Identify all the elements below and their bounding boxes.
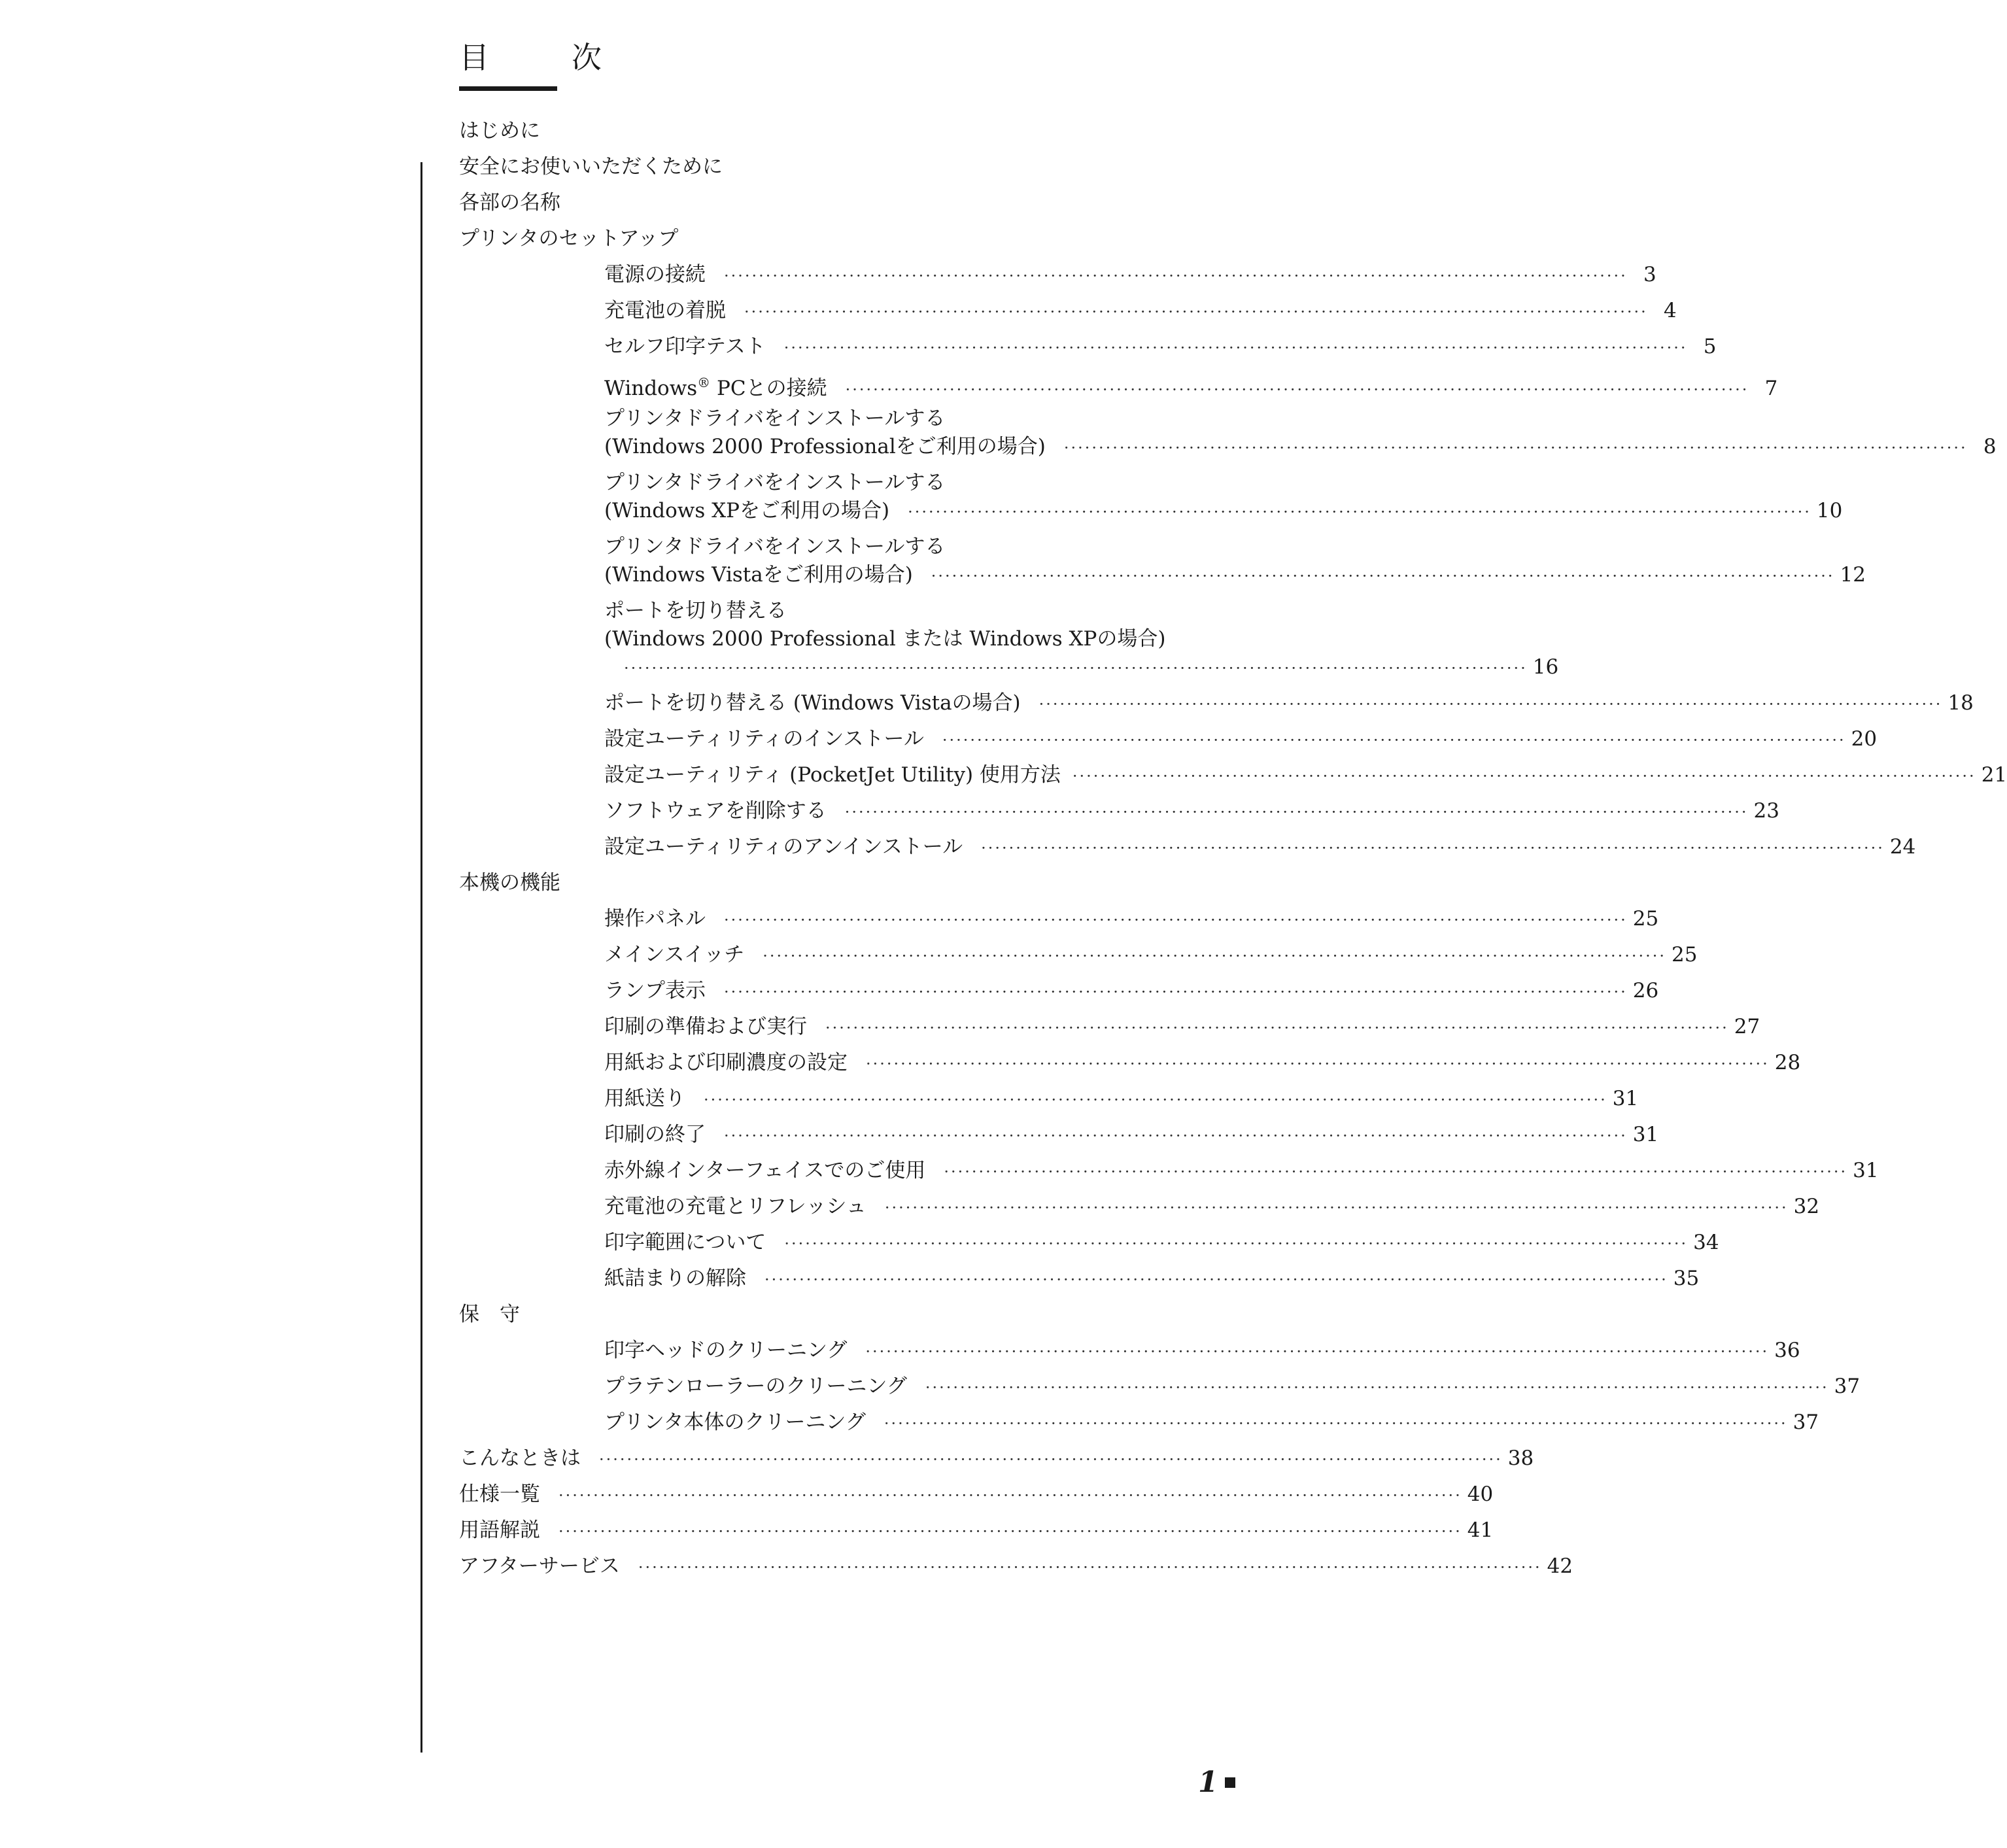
toc-item-head[interactable] — [604, 1337, 1800, 1365]
toc-item-safety[interactable] — [459, 154, 723, 180]
toc-leader: ·································································································································· — [558, 1522, 1462, 1541]
toc-label: 設定ユーティリティのアンインストール — [604, 835, 963, 859]
toc-item-spec[interactable] — [459, 1481, 1494, 1509]
toc-leader: ·································································································································· — [558, 1486, 1462, 1505]
toc-item-utility-use[interactable] — [604, 762, 2007, 789]
toc-leader: ·································································································································· — [1063, 439, 1968, 457]
toc-label: 保 守 — [459, 1303, 520, 1326]
toc-page: 12 — [1840, 563, 1866, 587]
toc-label: ポートを切り替える (Windows Vistaの場合) — [604, 691, 1021, 715]
registered-mark: ® — [697, 375, 711, 390]
toc-label: 設定ユーティリティのインストール — [604, 727, 924, 751]
toc-page: 20 — [1851, 727, 1878, 751]
toc-page: 25 — [1632, 907, 1659, 931]
toc-item-functions[interactable] — [459, 870, 560, 896]
toc-label: 用紙および印刷濃度の設定 — [604, 1051, 848, 1074]
toc-page: 38 — [1507, 1446, 1534, 1470]
toc-leader: ·································································································································· — [724, 267, 1628, 285]
toc-page: 32 — [1793, 1195, 1820, 1218]
toc-page: 36 — [1774, 1339, 1800, 1362]
toc-leader: ·································································································································· — [704, 1091, 1607, 1109]
toc-item-utility-install[interactable] — [604, 726, 1878, 753]
toc-item-uninstall-sw[interactable] — [604, 798, 1779, 825]
toc-leader: ·································································································································· — [845, 381, 1749, 399]
toc-label: 印刷の準備および実行 — [604, 1015, 807, 1038]
toc-leader: ·································································································································· — [784, 1235, 1689, 1253]
toc-item-body[interactable] — [604, 1409, 1819, 1437]
toc-page: 3 — [1643, 263, 1656, 286]
toc-item-portvista[interactable] — [604, 690, 1974, 717]
toc-label: 安全にお使いいただくために — [459, 155, 723, 179]
toc-page: 37 — [1834, 1375, 1861, 1398]
toc-page: 26 — [1632, 979, 1659, 1002]
toc-page: 37 — [1793, 1411, 1819, 1434]
toc-item-platen[interactable] — [604, 1373, 1861, 1401]
toc-item-trouble[interactable] — [459, 1445, 1534, 1473]
toc-leader: ·································································································································· — [638, 1558, 1542, 1577]
toc-leader: ·································································································································· — [981, 839, 1885, 857]
toc-leader: ·································································································································· — [744, 303, 1648, 321]
toc-item-prep[interactable] — [604, 1014, 1760, 1041]
toc-item-jam[interactable] — [604, 1265, 1700, 1293]
toc-leader: ·································································································································· — [724, 983, 1628, 1001]
toc-leader: ·································································································································· — [865, 1343, 1770, 1361]
toc-leader: ·································································································································· — [931, 567, 1835, 585]
toc-leader: ·································································································································· — [844, 803, 1749, 821]
toc-item-windows-pc[interactable] — [604, 369, 1778, 403]
toc-label: アフターサービス — [459, 1554, 620, 1578]
toc-item-drivervista[interactable] — [604, 562, 1866, 589]
toc-page: 7 — [1764, 377, 1778, 400]
toc-leader: ·································································································································· — [883, 1414, 1788, 1433]
toc-label-b: PCとの接続 — [710, 377, 827, 400]
toc-leader: ·································································································································· — [908, 503, 1811, 521]
toc-item-end[interactable] — [604, 1121, 1659, 1149]
toc-item-port2000-line2[interactable]: (Windows 2000 Professional または Windows XPの場合) — [604, 627, 1166, 651]
page-title: 目 次 — [459, 40, 628, 75]
toc-leader: ·································································································································· — [624, 659, 1528, 677]
toc-item-port2000[interactable] — [604, 654, 1559, 681]
toc-leader: ·································································································································· — [763, 947, 1666, 965]
toc-label: プリンタのセットアップ — [459, 227, 679, 250]
toc-page: 5 — [1703, 335, 1717, 358]
toc-leader: ·································································································································· — [1072, 767, 1976, 785]
toc-label: はじめに — [459, 119, 540, 143]
toc-leader: ·································································································································· — [825, 1019, 1729, 1037]
toc-label: 電源の接続 — [604, 263, 706, 286]
toc-label: 充電池の着脱 — [604, 299, 726, 322]
toc-page: 28 — [1774, 1051, 1801, 1074]
toc-page: 31 — [1853, 1159, 1879, 1182]
toc-page: 27 — [1734, 1015, 1760, 1038]
toc-item-panel[interactable] — [604, 906, 1659, 933]
toc-label: 印刷の終了 — [604, 1123, 706, 1146]
page-number-text: 1 — [1198, 1766, 1218, 1799]
toc-leader: ·································································································································· — [884, 1199, 1789, 1217]
toc-label: 印字ヘッドのクリーニング — [604, 1339, 848, 1362]
toc-page: 34 — [1693, 1231, 1719, 1254]
toc-page: 23 — [1753, 799, 1779, 823]
toc-label: セルフ印字テスト — [604, 335, 766, 358]
toc-label: 印字範囲について — [604, 1231, 766, 1254]
toc-page: 25 — [1671, 943, 1698, 967]
toc-label: 紙詰まりの解除 — [604, 1267, 746, 1290]
toc-item-utility-uninstall[interactable] — [604, 834, 1916, 861]
toc-label: 設定ユーティリティ (PocketJet Utility) 使用方法 — [604, 763, 1061, 787]
toc-label: こんなときは — [459, 1446, 581, 1470]
toc-item-area[interactable] — [604, 1229, 1719, 1257]
toc-item-intro[interactable] — [459, 118, 540, 144]
toc-item-lamp[interactable] — [604, 978, 1659, 1005]
toc-leader: ·································································································································· — [942, 731, 1846, 749]
toc-label: 充電池の充電とリフレッシュ — [604, 1195, 866, 1218]
toc-label: (Windows XPをご利用の場合) — [604, 499, 890, 522]
toc-page: 41 — [1467, 1518, 1494, 1542]
toc-leader: ·································································································································· — [944, 1163, 1848, 1181]
toc-label: (Windows 2000 Professionalをご利用の場合) — [604, 435, 1046, 458]
toc-label: プリンタ本体のクリーニング — [604, 1411, 866, 1434]
toc-label: ランプ表示 — [604, 979, 706, 1002]
toc-label-a: Windows — [604, 377, 698, 400]
toc-label: 各部の名称 — [459, 191, 560, 214]
toc-item-driverxp[interactable] — [604, 498, 1843, 525]
toc-page: 31 — [1612, 1087, 1639, 1110]
toc-item-glossary[interactable] — [459, 1517, 1494, 1545]
toc-item-ir[interactable] — [604, 1157, 1879, 1185]
toc-label: 用紙送り — [604, 1087, 685, 1110]
toc-item-driverxp-line1[interactable]: プリンタドライバをインストールする — [604, 471, 946, 494]
toc-label: 本機の機能 — [459, 871, 560, 895]
toc-item-port2000-line1[interactable]: ポートを切り替える — [604, 599, 787, 623]
page-marker-square — [1225, 1777, 1235, 1788]
toc-item-paper[interactable] — [604, 1050, 1801, 1077]
toc-label: ソフトウェアを削除する — [604, 799, 827, 823]
toc-page: 21 — [1981, 763, 2007, 787]
toc-item-mainswitch[interactable] — [604, 942, 1698, 969]
toc-item-power[interactable] — [604, 262, 1656, 289]
toc-item-driver2000-line1[interactable]: プリンタドライバをインストールする — [604, 407, 946, 430]
toc-label: メインスイッチ — [604, 943, 745, 967]
toc-item-battery[interactable] — [604, 298, 1677, 325]
toc-page: 16 — [1532, 655, 1559, 679]
toc-item-selftest[interactable] — [604, 334, 1717, 361]
toc-item-drivervista-line1[interactable]: プリンタドライバをインストールする — [604, 535, 946, 558]
toc-leader: ·································································································································· — [925, 1378, 1829, 1397]
toc-item-maintenance[interactable] — [459, 1301, 520, 1327]
toc-page: 24 — [1889, 835, 1916, 859]
toc-leader: ·································································································································· — [724, 911, 1628, 929]
toc-item-driver2000[interactable] — [604, 434, 1997, 461]
toc-page: 4 — [1664, 299, 1677, 322]
toc-label: プラテンローラーのクリーニング — [604, 1375, 907, 1398]
toc-label: (Windows Vistaをご利用の場合) — [604, 563, 913, 587]
toc-page: 35 — [1673, 1267, 1700, 1290]
toc-label — [604, 369, 827, 402]
toc-page: 8 — [1983, 435, 1997, 458]
toc-leader: ·································································································································· — [724, 1127, 1628, 1145]
toc-item-charge[interactable] — [604, 1193, 1820, 1221]
toc-page: 10 — [1816, 499, 1843, 522]
toc-page: 40 — [1467, 1482, 1494, 1506]
toc-item-feed[interactable] — [604, 1086, 1639, 1113]
toc-leader: ·································································································································· — [783, 339, 1688, 357]
toc-page: 18 — [1947, 691, 1974, 715]
page-number — [1198, 1766, 1235, 1799]
toc-label: 操作パネル — [604, 907, 706, 931]
toc-label: 赤外線インターフェイスでのご使用 — [604, 1159, 926, 1182]
toc-leader: ·································································································································· — [1038, 695, 1943, 713]
toc-page: 31 — [1632, 1123, 1659, 1146]
toc-leader: ·································································································································· — [764, 1271, 1668, 1289]
toc-leader: ·································································································································· — [599, 1450, 1503, 1469]
toc-page: 42 — [1547, 1554, 1573, 1578]
toc-item-parts[interactable] — [459, 190, 560, 216]
toc-item-service[interactable] — [459, 1553, 1573, 1581]
toc-item-setup[interactable] — [459, 226, 678, 252]
toc-label: 仕様一覧 — [459, 1482, 540, 1506]
toc-label: 用語解説 — [459, 1518, 540, 1542]
toc-leader: ·································································································································· — [866, 1055, 1770, 1073]
